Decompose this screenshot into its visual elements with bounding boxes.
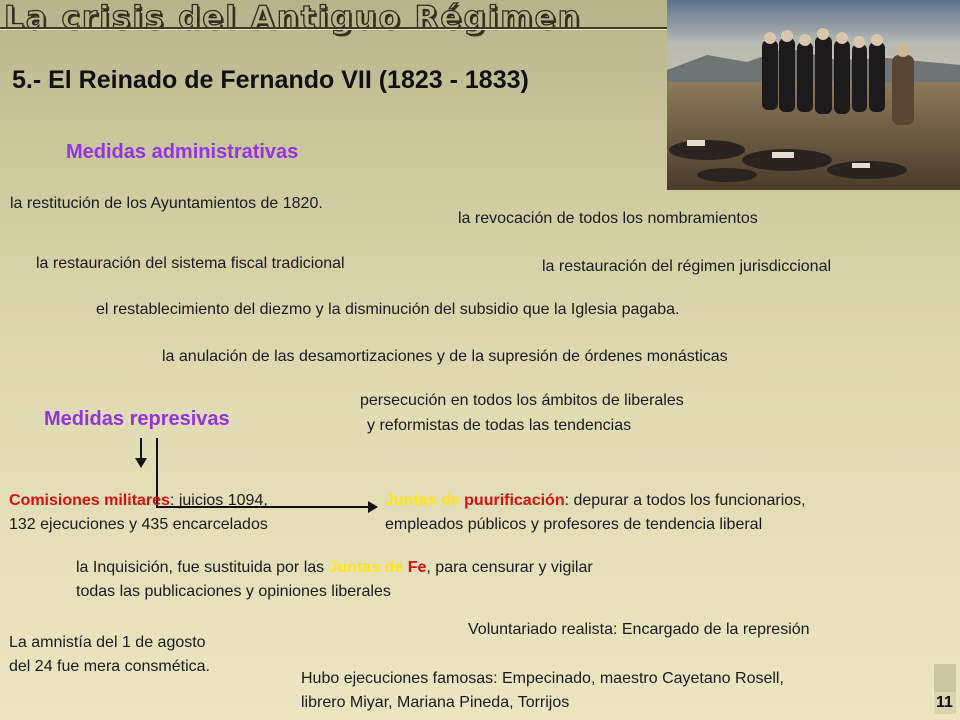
inquisicion-juntas: Juntas de xyxy=(328,559,408,576)
painting-illustration xyxy=(667,0,960,190)
juntas-line2: empleados públicos y profesores de tendencia liberal xyxy=(385,516,763,533)
down-arrow-shaft xyxy=(140,438,142,460)
admin-item: la restauración del sistema fiscal tradicional xyxy=(36,255,345,272)
header-title: La crisis del Antiguo Régimen xyxy=(4,0,582,36)
admin-item: el restablecimiento del diezmo y la disminución del subsidio que la Iglesia pagaba. xyxy=(96,301,680,318)
section-title: 5.- El Reinado de Fernando VII (1823 - 1833) xyxy=(12,66,529,94)
comisiones-line1 xyxy=(9,489,268,513)
right-arrow-head xyxy=(368,501,378,513)
admin-item: la revocación de todos los nombramientos xyxy=(458,210,758,227)
admin-item: la restauración del régimen jurisdiccional xyxy=(542,258,832,275)
voluntariado-text: Voluntariado realista: Encargado de la represión xyxy=(468,621,810,638)
header-divider xyxy=(0,27,668,30)
admin-item: la anulación de las desamortizaciones y de la supresión de órdenes monásticas xyxy=(162,348,728,365)
juntas-line1 xyxy=(385,489,806,513)
admin-heading: Medidas administrativas xyxy=(66,141,299,163)
juntas-text: : depurar a todos los funcionarios, xyxy=(564,492,806,509)
juntas-label-b: puurificación xyxy=(464,492,565,509)
inquisicion-post: , para censurar y vigilar xyxy=(426,559,593,576)
ejecuciones-line1: Hubo ejecuciones famosas: Empecinado, maestro Cayetano Rosell, xyxy=(301,670,784,687)
down-arrow-head xyxy=(135,458,147,468)
comisiones-line2: 132 ejecuciones y 435 encarcelados xyxy=(9,516,268,533)
inquisicion-line1 xyxy=(76,556,593,580)
juntas-label-a: Juntas de xyxy=(385,492,465,509)
inquisicion-line2: todas las publicaciones y opiniones liberales xyxy=(76,583,391,600)
amnistia-line2: del 24 fue mera consmética. xyxy=(9,658,210,675)
ejecuciones-line2: librero Miyar, Mariana Pineda, Torrijos xyxy=(301,694,570,711)
slide-number xyxy=(933,664,956,714)
inquisicion-pre: la Inquisición, fue sustituida por las xyxy=(76,559,329,576)
inquisicion-fe: Fe xyxy=(407,559,427,576)
comisiones-text: : juicios 1094, xyxy=(169,492,268,509)
repression-heading: Medidas represivas xyxy=(44,408,230,430)
slide-number-label: 11 xyxy=(936,694,953,711)
amnistia-line1: La amnistía del 1 de agosto xyxy=(9,634,206,651)
admin-item: la restitución de los Ayuntamientos de 1820. xyxy=(10,195,323,212)
comisiones-label: Comisiones militares xyxy=(9,492,170,509)
persecution-line2: y reformistas de todas las tendencias xyxy=(367,417,632,434)
painting-image xyxy=(667,0,960,190)
persecution-line1: persecución en todos los ámbitos de liberales xyxy=(360,392,684,409)
